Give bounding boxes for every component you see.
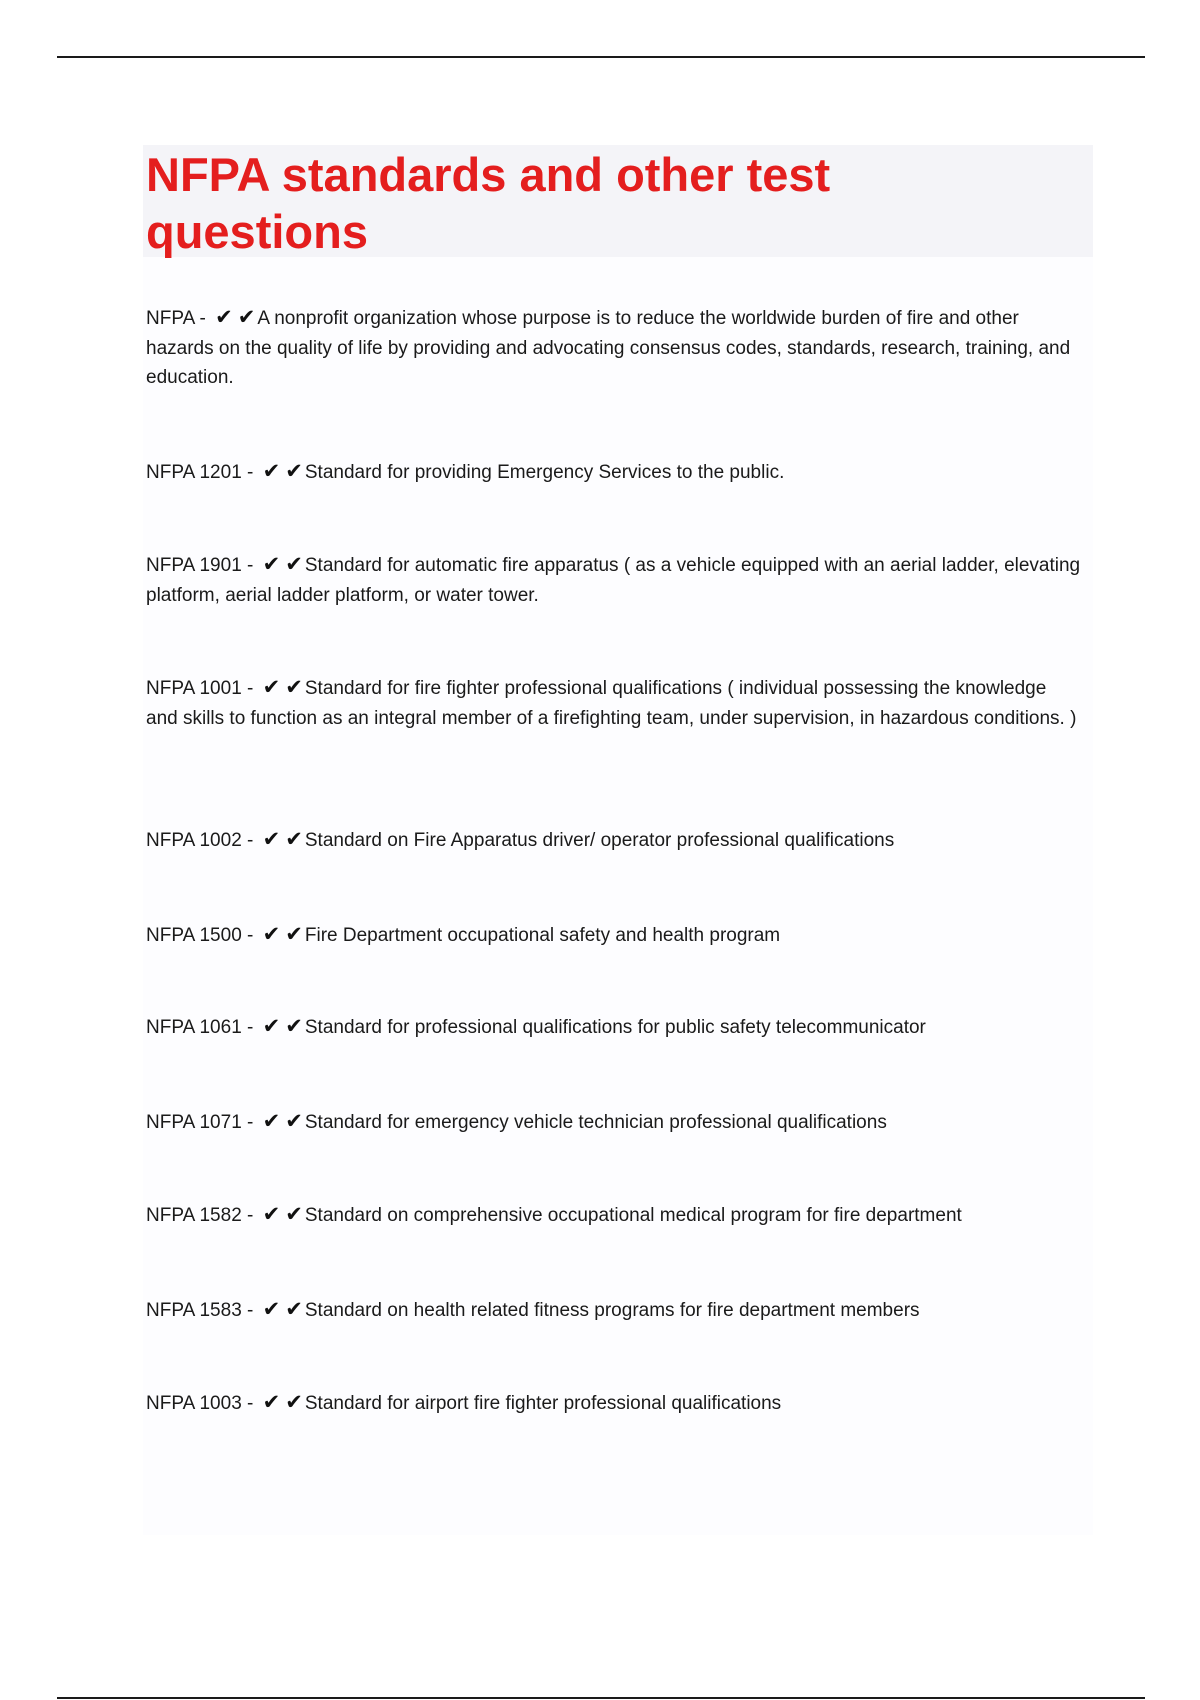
entry-nfpa-1001 bbox=[146, 673, 1081, 733]
entry-nfpa-1201 bbox=[146, 457, 1081, 488]
check-icon: ✔ bbox=[262, 827, 281, 851]
check-icon: ✔ bbox=[262, 675, 281, 699]
entry-separator: - bbox=[241, 1300, 259, 1321]
entry-separator: - bbox=[241, 1017, 259, 1038]
entry-nfpa-1500 bbox=[146, 920, 1081, 951]
entry-definition: Standard for automatic fire apparatus ( as a vehicle equipped with an aerial ladder, elevating platform, aerial ladder platform, or water tower. bbox=[146, 555, 1081, 606]
check-icon: ✔ bbox=[262, 1014, 281, 1038]
check-icon: ✔ bbox=[285, 1109, 303, 1133]
entry-term: NFPA 1002 bbox=[146, 830, 242, 851]
entry-term: NFPA 1003 bbox=[146, 1393, 242, 1414]
entry-nfpa bbox=[146, 303, 1081, 393]
entry-term: NFPA bbox=[146, 308, 195, 329]
check-icon: ✔ bbox=[285, 827, 303, 851]
entry-definition: A nonprofit organization whose purpose is to reduce the worldwide burden of fire and other hazards on the quality of life by providing and advocating consensus codes, standards, research, training, and education. bbox=[146, 308, 1071, 388]
entry-definition: Standard on Fire Apparatus driver/ operator professional qualifications bbox=[304, 830, 895, 851]
check-icon: ✔ bbox=[285, 552, 303, 576]
check-icon: ✔ bbox=[285, 675, 303, 699]
entry-term: NFPA 1071 bbox=[146, 1112, 242, 1133]
bottom-rule bbox=[57, 1697, 1145, 1699]
check-icon: ✔ bbox=[215, 305, 233, 329]
check-icon: ✔ bbox=[262, 1109, 281, 1133]
entry-separator: - bbox=[241, 678, 259, 699]
entry-nfpa-1901 bbox=[146, 550, 1081, 610]
check-icon: ✔ bbox=[262, 922, 281, 946]
top-rule bbox=[57, 56, 1145, 58]
entry-term: NFPA 1201 bbox=[146, 462, 242, 483]
entry-term: NFPA 1583 bbox=[146, 1300, 242, 1321]
entry-definition: Standard for emergency vehicle technician professional qualifications bbox=[304, 1112, 887, 1133]
entry-separator: - bbox=[241, 555, 259, 576]
entry-separator: - bbox=[241, 925, 259, 946]
entry-term: NFPA 1500 bbox=[146, 925, 242, 946]
check-icon: ✔ bbox=[237, 305, 256, 329]
entry-nfpa-1583 bbox=[146, 1295, 1081, 1326]
entry-separator: - bbox=[241, 1393, 259, 1414]
check-icon: ✔ bbox=[285, 1014, 303, 1038]
entry-separator: - bbox=[241, 1205, 259, 1226]
entry-nfpa-1071 bbox=[146, 1107, 1081, 1138]
entry-term: NFPA 1061 bbox=[146, 1017, 242, 1038]
entry-separator: - bbox=[241, 462, 259, 483]
check-icon: ✔ bbox=[262, 552, 281, 576]
check-icon: ✔ bbox=[285, 922, 303, 946]
entry-definition: Standard for providing Emergency Services to the public. bbox=[304, 462, 785, 483]
check-icon: ✔ bbox=[262, 1297, 281, 1321]
entry-separator: - bbox=[241, 1112, 259, 1133]
entry-term: NFPA 1001 bbox=[146, 678, 242, 699]
entry-definition: Standard on health related fitness programs for fire department members bbox=[304, 1300, 920, 1321]
entry-definition: Standard for professional qualifications for public safety telecommunicator bbox=[304, 1017, 926, 1038]
entry-definition: Standard on comprehensive occupational medical program for fire department bbox=[304, 1205, 962, 1226]
entry-definition: Standard for airport fire fighter professional qualifications bbox=[304, 1393, 782, 1414]
entry-definition: Fire Department occupational safety and health program bbox=[304, 925, 781, 946]
check-icon: ✔ bbox=[262, 1390, 281, 1414]
entry-term: NFPA 1582 bbox=[146, 1205, 242, 1226]
entry-nfpa-1003 bbox=[146, 1388, 1081, 1419]
entry-separator: - bbox=[241, 830, 259, 851]
check-icon: ✔ bbox=[285, 459, 303, 483]
check-icon: ✔ bbox=[262, 459, 281, 483]
check-icon: ✔ bbox=[285, 1202, 303, 1226]
entry-nfpa-1061 bbox=[146, 1012, 1081, 1043]
check-icon: ✔ bbox=[285, 1297, 303, 1321]
entry-definition: Standard for fire fighter professional qualifications ( individual possessing the knowledge and skills to function as an integral member of a firefighting team, under supervision, in hazardous conditions. ) bbox=[146, 678, 1077, 729]
entry-nfpa-1002 bbox=[146, 825, 1081, 856]
entry-term: NFPA 1901 bbox=[146, 555, 242, 576]
document-title: NFPA standards and other test questions bbox=[146, 148, 831, 258]
entry-nfpa-1582 bbox=[146, 1200, 1081, 1231]
entry-separator: - bbox=[194, 308, 212, 329]
check-icon: ✔ bbox=[285, 1390, 303, 1414]
check-icon: ✔ bbox=[262, 1202, 281, 1226]
